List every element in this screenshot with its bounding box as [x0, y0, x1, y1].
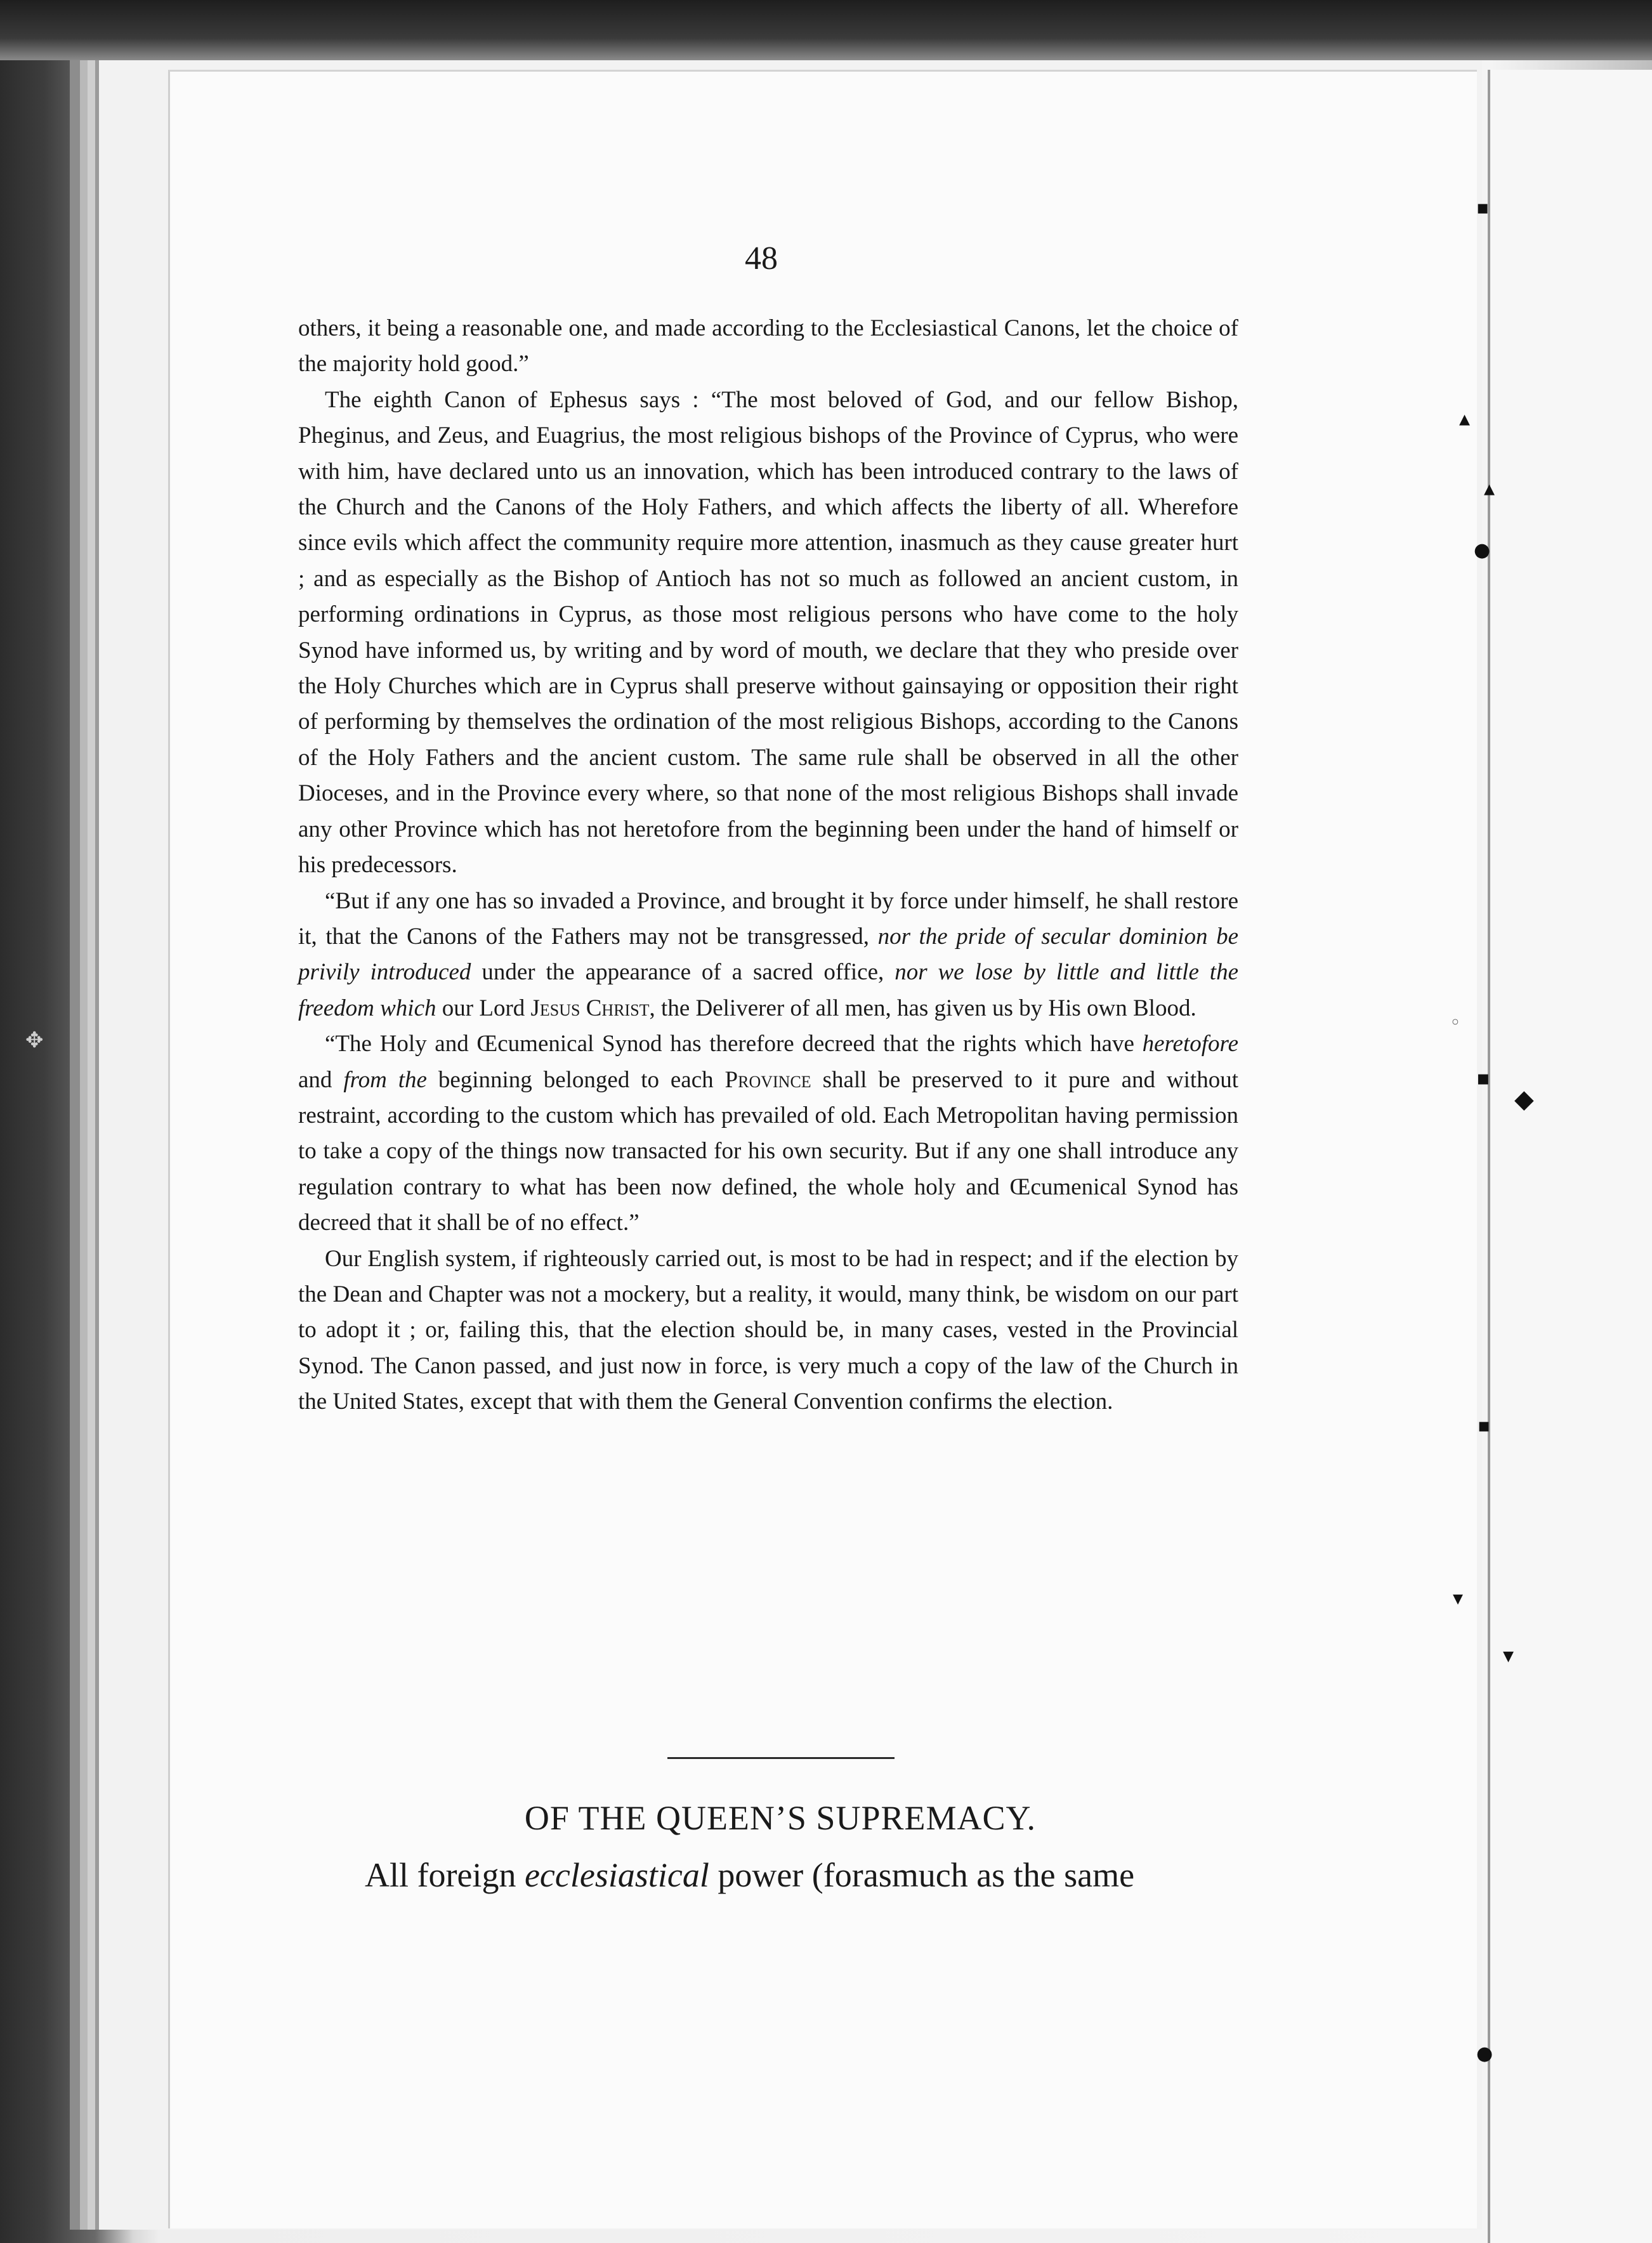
- scan-speck: ▪: [1476, 1066, 1490, 1090]
- paragraph-text: “But if any one has so invaded a Province, and brought it by force under himself, he shall restore it, that the Canons of the Fathers may not be transgressed,: [298, 887, 1238, 950]
- scan-top-edge: [0, 0, 1652, 60]
- body-paragraph: [298, 311, 1238, 383]
- section-first-line-end: power (forasmuch as the same: [709, 1856, 1135, 1894]
- paragraph-text: Our English system, if righteously carried out, is most to be had in respect; and if the election by the Dean and Chapter was not a mockery, but a reality, it would, many think, be wisdom on our part to adopt it ; or, failing this, that the election should be, in many cases, vested in the Provincial Synod. The Canon passed, and just now in force, is very much a copy of the law of the Church in the United States, except that with them the General Convention confirms the election.: [298, 1245, 1238, 1415]
- page-number: 48: [745, 240, 778, 277]
- scan-speck: ▾: [1453, 1586, 1464, 1610]
- scan-speck: ●: [1476, 2043, 1493, 2065]
- scan-speck: ✥: [25, 1028, 44, 1053]
- italic-text: nor the pride of secular dominion be privily introduced: [298, 923, 1239, 986]
- scan-speck: ▴: [1459, 406, 1471, 431]
- paragraph-text: The eighth Canon of Ephesus says : “The most beloved of God, and our fellow Bishop, Pheginus, and Zeus, and Euagrius, the most religious bishops of the Province of Cyprus, who were with him, have declared unto us an innovation, which has been introduced contrary to the laws of the Church and the Canons of the Holy Fathers, and which affects the liberty of all. Wherefore since evils which affect the community require more attention, inasmuch as they cause greater hurt ; and as especially as the Bishop of Antioch has not so much as followed an ancient custom, in performing ordinations in Cyprus, as those most religious persons who have come to the holy Synod have informed us, by writing and by word of mouth, we declare that they who preside over the Holy Churches which are in Cyprus shall preserve without gainsaying or opposition their right of performing by themselves the ordination of the most religious Bishops, according to the Canons of the Holy Fathers and the ancient custom. The same rule shall be observed in all the other Dioceses, and in the Province every where, so that none of the most religious Bishops shall invade any other Province which has not heretofore from the beginning been under the hand of himself or his predecessors.: [298, 386, 1238, 879]
- body-paragraph: [298, 884, 1238, 1027]
- paragraph-text: beginning belonged to each: [426, 1066, 725, 1093]
- paragraph-text: under the appearance of a sacred office,: [471, 959, 895, 986]
- paragraph-text: and: [298, 1066, 344, 1093]
- italic-text: from the: [343, 1066, 427, 1093]
- section-first-line-start: All foreign: [365, 1856, 525, 1894]
- body-paragraph: [298, 383, 1238, 884]
- paragraph-text: our Lord: [436, 995, 531, 1021]
- section-divider: [667, 1757, 895, 1759]
- paragraph-text: “The Holy and Œcumenical Synod has therefore decreed that the rights which have: [325, 1031, 1143, 1057]
- scan-speck: ▾: [1503, 1643, 1514, 1668]
- italic-text: heretofore: [1142, 1031, 1238, 1057]
- scan-speck: ▪: [1476, 197, 1490, 219]
- paragraph-text: others, it being a reasonable one, and made according to the Ecclesiastical Canons, let the choice of the majority hold good.”: [298, 315, 1238, 377]
- scan-speck: ▪: [1478, 1415, 1491, 1437]
- section-first-line: [365, 1855, 1240, 1895]
- scan-speck: ▴: [1484, 476, 1495, 501]
- paragraph-text: , the Deliverer of all men, has given us by His own Blood.: [649, 995, 1196, 1021]
- small-caps-text: Jesus Christ: [530, 995, 650, 1021]
- body-paragraph: [298, 1241, 1238, 1420]
- italic-text: nor we lose by little and little the freedom which: [298, 959, 1238, 1021]
- scan-speck: ●: [1474, 539, 1491, 561]
- small-caps-text: Province: [724, 1066, 811, 1093]
- section-heading: OF THE QUEEN’S SUPREMACY.: [524, 1799, 1037, 1837]
- body-paragraph: [298, 1026, 1238, 1241]
- facing-page-edge: [1474, 70, 1652, 2243]
- paragraph-text: shall be preserved to it pure and without restraint, according to the custom which has prevailed of old. Each Metropolitan having permission to take a copy of the things now transacted for his own security. But if any one shall introduce any regulation contrary to what has been now defined, the whole holy and Œcumenical Synod has decreed that it shall be of no effect.”: [298, 1066, 1238, 1236]
- scan-speck: ◦: [1450, 1012, 1461, 1034]
- body-text: [298, 311, 1238, 1420]
- scan-speck: ◆: [1514, 1085, 1534, 1114]
- section-first-line-italic: ecclesiastical: [524, 1856, 709, 1894]
